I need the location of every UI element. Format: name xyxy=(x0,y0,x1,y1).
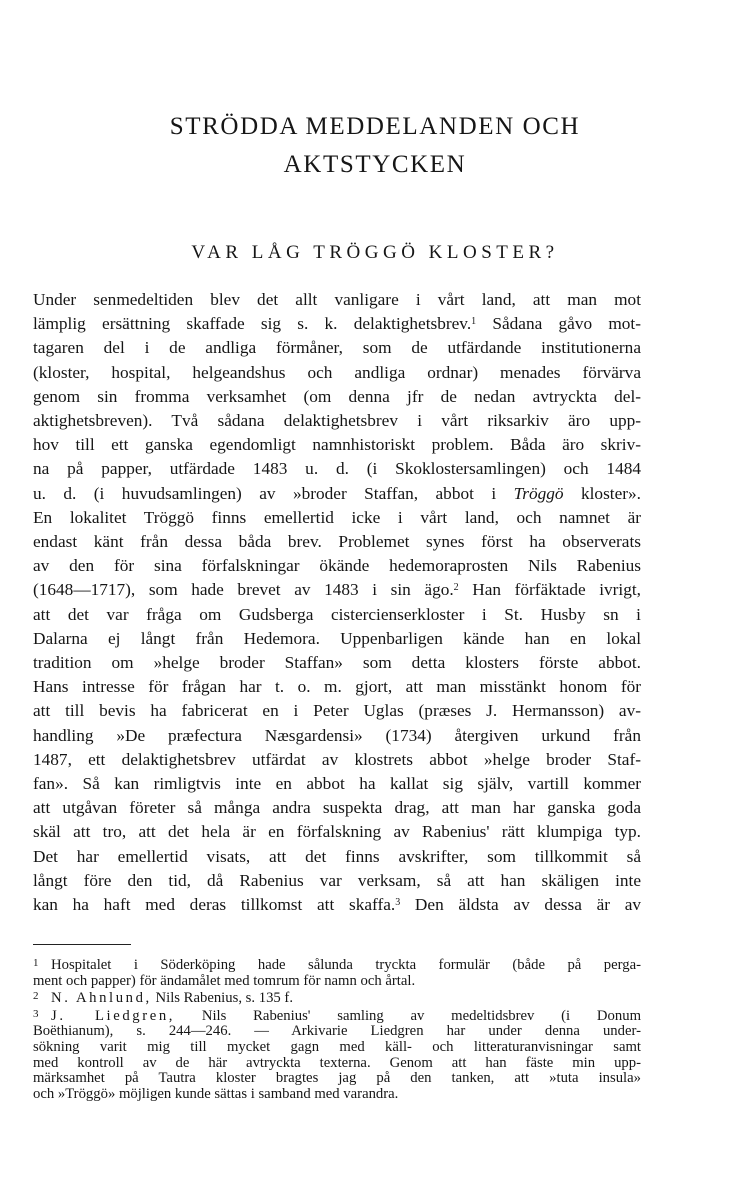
body-line: handling »De præfectura Næsgardensi» (1734) återgiven urkund från xyxy=(33,725,641,745)
section-heading-line-1: STRÖDDA MEDDELANDEN OCH xyxy=(169,113,581,140)
body-line: Det har emellertid visats, att det finns avskrifter, som tillkommit så xyxy=(33,846,641,866)
body-line: att det var fråga om Gudsberga cistercienserkloster i St. Husby sn i xyxy=(33,604,641,624)
footnote-line: sökning varit mig till mycket gagn med käll- och litteraturanvisningar samt xyxy=(33,1038,641,1055)
body-line: Under senmedeltiden blev det allt vanligare i vårt land, att man mot xyxy=(33,290,641,309)
footnote-2 xyxy=(33,989,641,1007)
footnote-author: J. Liedgren, xyxy=(51,1007,176,1024)
body-line: na på papper, utfärdade 1483 u. d. (i Skoklostersamlingen) och 1484 xyxy=(33,459,641,479)
body-line: tagaren del i de andliga förmåner, som de utfärdande institutionerna xyxy=(33,338,641,358)
footnote-line: 2 N. Ahnlund, Nils Rabenius, s. 135 f. xyxy=(33,990,293,1007)
footnotes xyxy=(33,956,641,1102)
footnote-number: 1 xyxy=(33,957,39,969)
body-line: genom sin fromma verksamhet (om denna jfr de nedan avtryckta del- xyxy=(33,386,641,406)
body-line: aktighetsbreven). Två sådana delaktighetsbrev i vårt riksarkiv äro upp- xyxy=(33,411,641,431)
body-line: 1487, ett delaktighetsbrev utfärdat av klostrets abbot »helge broder Staf- xyxy=(33,749,641,769)
section-heading xyxy=(0,108,750,184)
footnote-ref-2: 2 xyxy=(453,582,459,594)
footnote-line: märksamhet på Tautra kloster bragtes jag på den tanken, att »tuta insula» xyxy=(33,1070,641,1087)
body-line: att utgåvan företer så många andra suspekta drag, att man har ganska goda xyxy=(33,798,641,818)
footnote-line: Boëthianum), s. 244—246. — Arkivarie Liedgren har under denna under- xyxy=(33,1023,641,1040)
footnote-number: 3 xyxy=(33,1007,39,1020)
body-line: av den för sina förfalskningar ökände hedemoraprosten Nils Rabenius xyxy=(33,556,641,576)
body-line: Dalarna ej långt från Hedemora. Uppenbarligen kände han en lokal xyxy=(33,628,641,648)
footnote-author: N. Ahnlund, xyxy=(51,990,152,1007)
body-line: hov till ett ganska egendomligt namnhistoriskt problem. Båda äro skriv- xyxy=(33,435,641,455)
article-title: VAR LÅG TRÖGGÖ KLOSTER? xyxy=(191,242,559,263)
body-line: En lokalitet Tröggö finns emellertid icke i vårt land, och namnet är xyxy=(33,507,641,527)
footnote-ref-1: 1 xyxy=(471,316,477,328)
footnote-line: ment och papper) för ändamålet med tomrum för namn och årtal. xyxy=(33,972,416,989)
footnote-1 xyxy=(33,956,641,989)
footnote-divider xyxy=(33,944,131,945)
body-line: u. d. (i huvudsamlingen) av »broder Staffan, abbot i Tröggö kloster». xyxy=(33,483,641,503)
body-line: endast känt från dessa båda brev. Problemet synes först ha observerats xyxy=(33,532,641,552)
footnote-line: 3 J. Liedgren, Nils Rabenius' samling av medeltidsbrev (i Donum xyxy=(33,1007,641,1024)
body-line: skäl att tro, att det hela är en förfalskning av Rabenius' rätt klumpiga typ. xyxy=(33,822,641,842)
footnote-line: och »Tröggö» möjligen kunde sättas i samband med varandra. xyxy=(33,1085,399,1102)
footnote-3 xyxy=(33,1007,641,1103)
footnote-line: med kontroll av de här avtryckta texterna. Genom att han fäste min upp- xyxy=(33,1054,641,1071)
body-line: fan». Så kan rimligtvis inte en abbot ha kallat sig själv, vartill kommer xyxy=(33,774,641,794)
body-line: att till bevis ha fabricerat en i Peter Uglas (præses J. Hermansson) av- xyxy=(33,701,641,721)
footnote-number: 2 xyxy=(33,990,39,1003)
italic-place-name: Tröggö xyxy=(513,483,564,503)
body-line: Hans intresse för frågan har t. o. m. gjort, att man misstänkt honom för xyxy=(33,677,641,697)
footnote-line: 1 Hospitalet i Söderköping hade sålunda tryckta formulär (både på perga- xyxy=(33,957,641,973)
body-line: lämplig ersättning skaffade sig s. k. delaktighetsbrev.$^1$ Sådana gåvo mot- xyxy=(33,314,641,334)
body-line: (kloster, hospital, helgeandshus och andliga ordnar) menades förvärva xyxy=(33,362,641,382)
body-line: tradition om »helge broder Staffan» som detta klosters förste abbot. xyxy=(33,653,641,673)
section-heading-line-2: AKTSTYCKEN xyxy=(283,151,467,178)
body-line: (1648—1717), som hade brevet av 1483 i sin ägo.$^2$ Han förfäktade ivrigt, xyxy=(33,580,641,600)
body-line: kan ha haft med deras tillkomst att skaffa.$^3$ Den äldsta av dessa är av xyxy=(33,895,642,915)
footnote-ref-3: 3 xyxy=(395,897,401,909)
body-text xyxy=(33,288,641,917)
body-line: långt före den tid, då Rabenius var verksam, så att han skäligen inte xyxy=(33,870,641,890)
